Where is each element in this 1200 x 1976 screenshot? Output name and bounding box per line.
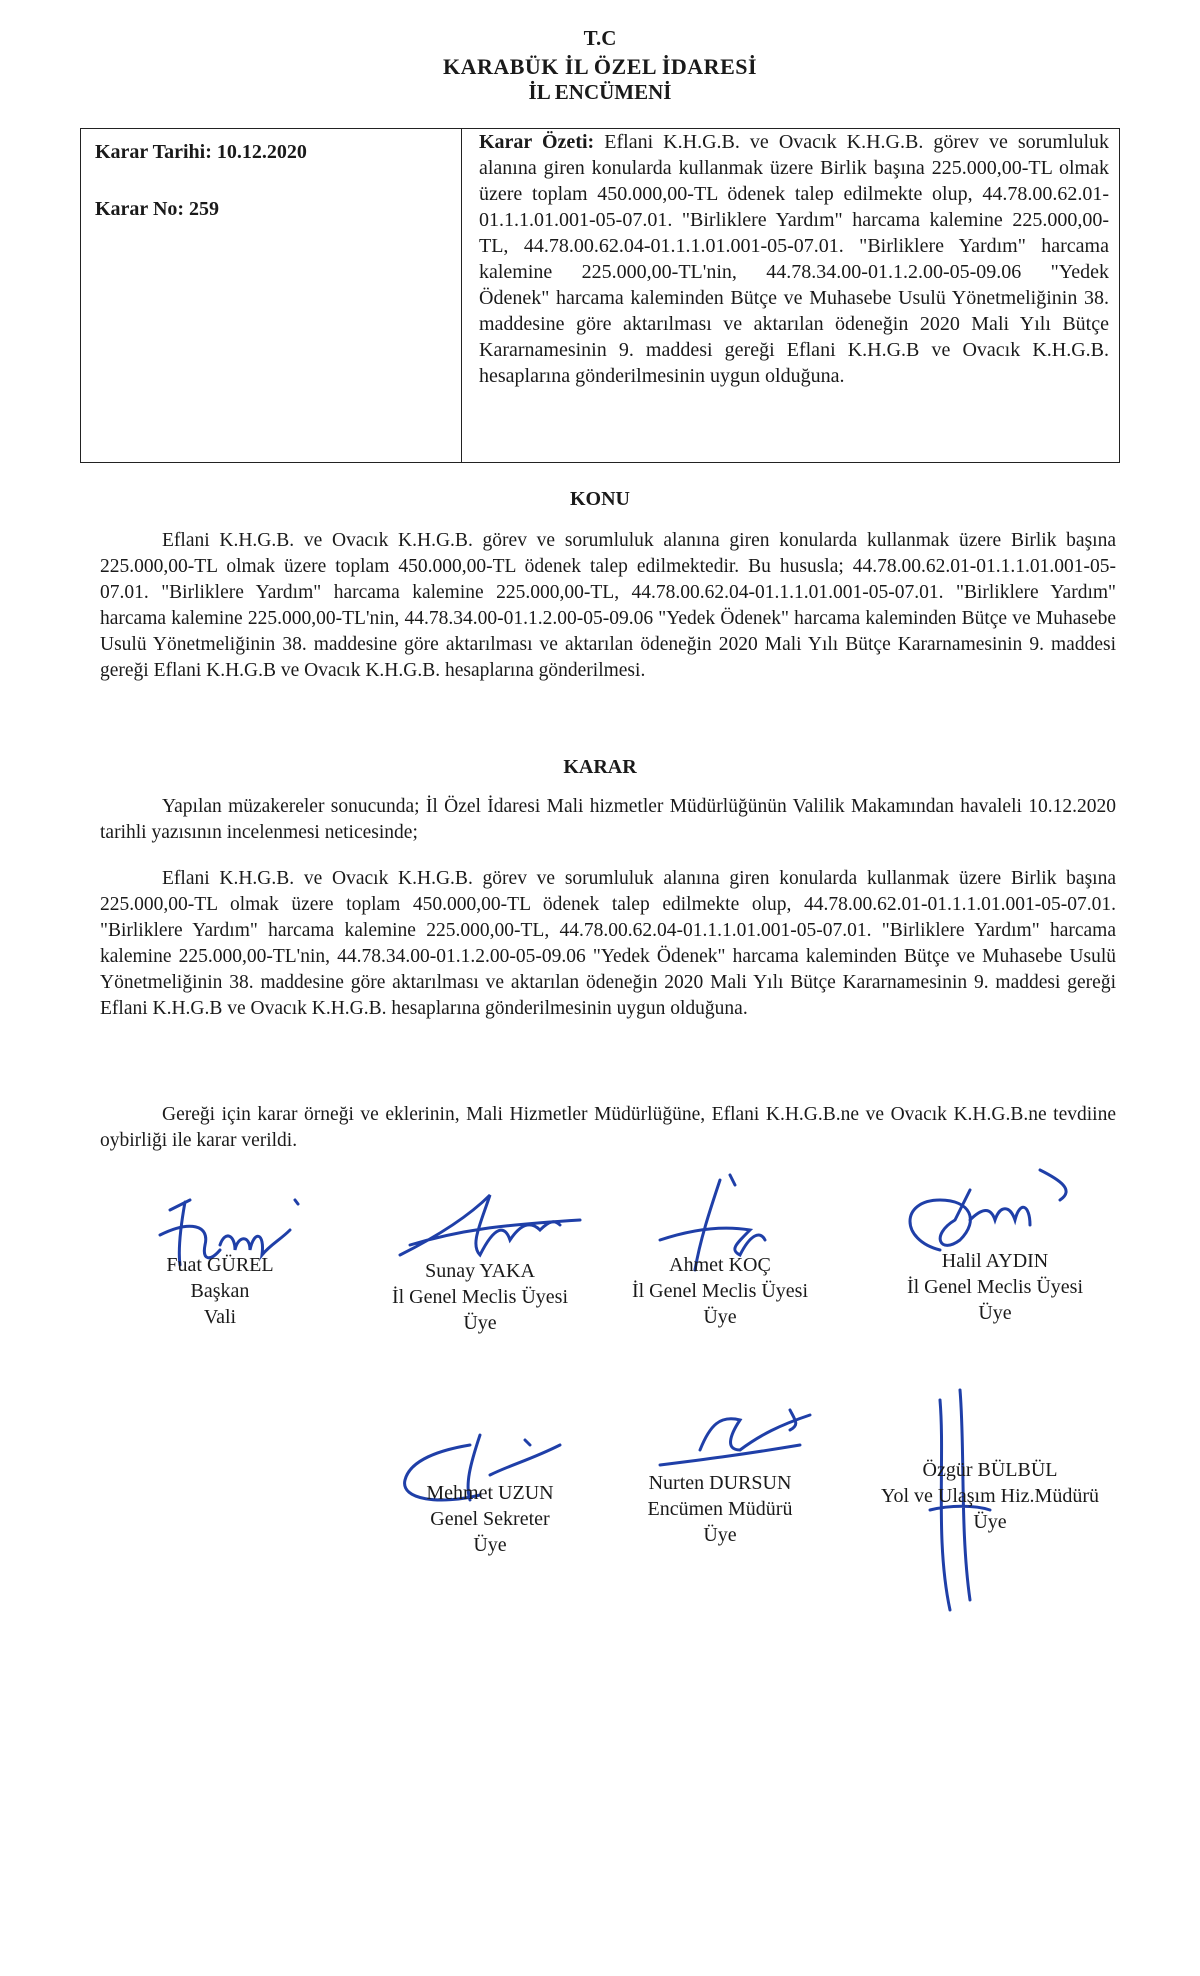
signatory-1 — [110, 1252, 330, 1330]
signatory-role: Üye — [703, 1306, 737, 1328]
karar-paragraph-2 — [100, 866, 1116, 1022]
konu-text: Eflani K.H.G.B. ve Ovacık K.H.G.B. görev ve sorumluluk alanına giren konularda kullanmak üzere Birlik başına 225.000,00-TL olmak üzere toplam 450.000,00-TL ödenek talep edilmektedir. Bu hususla; 44.78.00.62.01-01.1.1.01.001-05-07.01. "Birliklere Yardım" harcama kalemine 225.000,00-TL, 44.78.00.62.04-01.1.1.01.001-05-07.01. "Birliklere Yardım" harcama kalemine 225.000,00-TL'nin, 44.78.34.00-01.1.2.00-05-09.06 "Yedek Ödenek" harcama kaleminden Bütçe ve Muhasebe Usulü Yönetmeliğinin 38. maddesine göre aktarılması ve aktarılan ödeneğin 2020 Mali Yılı Bütçe Kararnamesinin 9. maddesi gereği Eflani K.H.G.B ve Ovacık K.H.G.B. hesaplarına gönderilmesi. — [100, 530, 1116, 681]
signatory-title: Genel Sekreter — [430, 1508, 550, 1530]
decision-meta — [95, 141, 455, 255]
summary-label: Karar Özeti: — [479, 131, 595, 153]
signatory-7 — [850, 1457, 1130, 1535]
signatory-3 — [600, 1252, 840, 1330]
karar-paragraph-1 — [100, 794, 1116, 846]
signatory-title: Encümen Müdürü — [647, 1498, 793, 1520]
signatory-name: Halil AYDIN — [941, 1250, 1049, 1272]
decision-info-box — [80, 128, 1120, 463]
header-line-council: İL ENCÜMENİ — [528, 80, 672, 104]
signatory-name: Mehmet UZUN — [426, 1482, 554, 1504]
signatory-role: Üye — [973, 1511, 1007, 1533]
decision-number: Karar No: 259 — [95, 198, 220, 220]
signatory-title: İl Genel Meclis Üyesi — [906, 1276, 1084, 1298]
signatory-role: Üye — [473, 1534, 507, 1556]
karar-heading: KARAR — [563, 756, 637, 778]
box-divider — [461, 129, 462, 462]
header-line-authority: KARABÜK İL ÖZEL İDARESİ — [442, 54, 758, 79]
signatory-name: Özgür BÜLBÜL — [922, 1459, 1058, 1481]
signatory-title: İl Genel Meclis Üyesi — [391, 1286, 569, 1308]
karar-text-2: Eflani K.H.G.B. ve Ovacık K.H.G.B. görev ve sorumluluk alanına giren konularda kullanmak üzere Birlik başına 225.000,00-TL olmak üzere toplam 450.000,00-TL ödenek talep edilmekte olup, 44.78.00.62.01-01.1.1.01.001-05-07.01. "Birliklere Yardım" harcama kalemine 225.000,00-TL, 44.78.00.62.04-01.1.1.01.001-05-07.01. "Birliklere Yardım" harcama kalemine 225.000,00-TL'nin, 44.78.34.00-01.1.2.00-05-09.06 "Yedek Ödenek" harcama kaleminden Bütçe ve Muhasebe Usulü Yönetmeliğinin 38. maddesine göre aktarılması ve aktarılan ödeneğin 2020 Mali Yılı Bütçe Kararnamesinin 9. maddesi gereği Eflani K.H.G.B ve Ovacık K.H.G.B. hesaplarına gönderilmesinin uygun olduğuna. — [100, 868, 1116, 1019]
signatory-role: Üye — [703, 1524, 737, 1546]
header-line-tc: T.C — [583, 26, 617, 50]
konu-paragraph — [100, 528, 1116, 684]
signatory-4 — [860, 1248, 1130, 1326]
summary-text: Eflani K.H.G.B. ve Ovacık K.H.G.B. görev ve sorumluluk alanına giren konularda kullanmak üzere Birlik başına 225.000,00-TL olmak üzere toplam 450.000,00-TL ödenek talep edilmekte olup, 44.78.00.62.01-01.1.1.01.001-05-07.01. "Birliklere Yardım" harcama kalemine 225.000,00-TL, 44.78.00.62.04-01.1.1.01.001-05-07.01. "Birliklere Yardım" harcama kalemine 225.000,00-TL'nin, 44.78.34.00-01.1.2.00-05-09.06 "Yedek Ödenek" harcama kaleminden Bütçe ve Muhasebe Usulü Yönetmeliğinin 38. maddesine göre aktarılması ve aktarılan ödeneğin 2020 Mali Yılı Bütçe Kararnamesinin 9. maddesi gereği Eflani K.H.G.B ve Ovacık K.H.G.B. hesaplarına gönderilmesinin uygun olduğuna. — [479, 131, 1110, 387]
signatory-title: İl Genel Meclis Üyesi — [631, 1280, 809, 1302]
signatory-2 — [360, 1258, 600, 1336]
signatory-role: Vali — [203, 1306, 237, 1328]
signatory-name: Fuat GÜREL — [166, 1254, 274, 1276]
karar-text-3: Gereği için karar örneği ve eklerinin, Mali Hizmetler Müdürlüğüne, Eflani K.H.G.B.ne ve Ovacık K.H.G.B.ne tevdiine oybirliği ile karar verildi. — [100, 1104, 1116, 1151]
decision-summary — [479, 129, 1109, 389]
decision-date: Karar Tarihi: 10.12.2020 — [95, 141, 307, 163]
signatory-name: Sunay YAKA — [425, 1260, 535, 1282]
signatory-name: Nurten DURSUN — [648, 1472, 792, 1494]
signatory-title: Yol ve Ulaşım Hiz.Müdürü — [881, 1485, 1099, 1507]
karar-paragraph-3 — [100, 1102, 1116, 1154]
karar-text-1: Yapılan müzakereler sonucunda; İl Özel İdaresi Mali hizmetler Müdürlüğünün Valilik Makamından havaleli 10.12.2020 tarihli yazısının incelenmesi neticesinde; — [100, 796, 1116, 843]
signatory-role: Üye — [463, 1312, 497, 1334]
signatory-name: Ahmet KOÇ — [669, 1254, 771, 1276]
konu-heading: KONU — [570, 488, 630, 510]
signatory-5 — [370, 1480, 610, 1558]
signatory-title: Başkan — [190, 1280, 250, 1302]
signatory-6 — [600, 1470, 840, 1548]
signatory-role: Üye — [978, 1302, 1012, 1324]
